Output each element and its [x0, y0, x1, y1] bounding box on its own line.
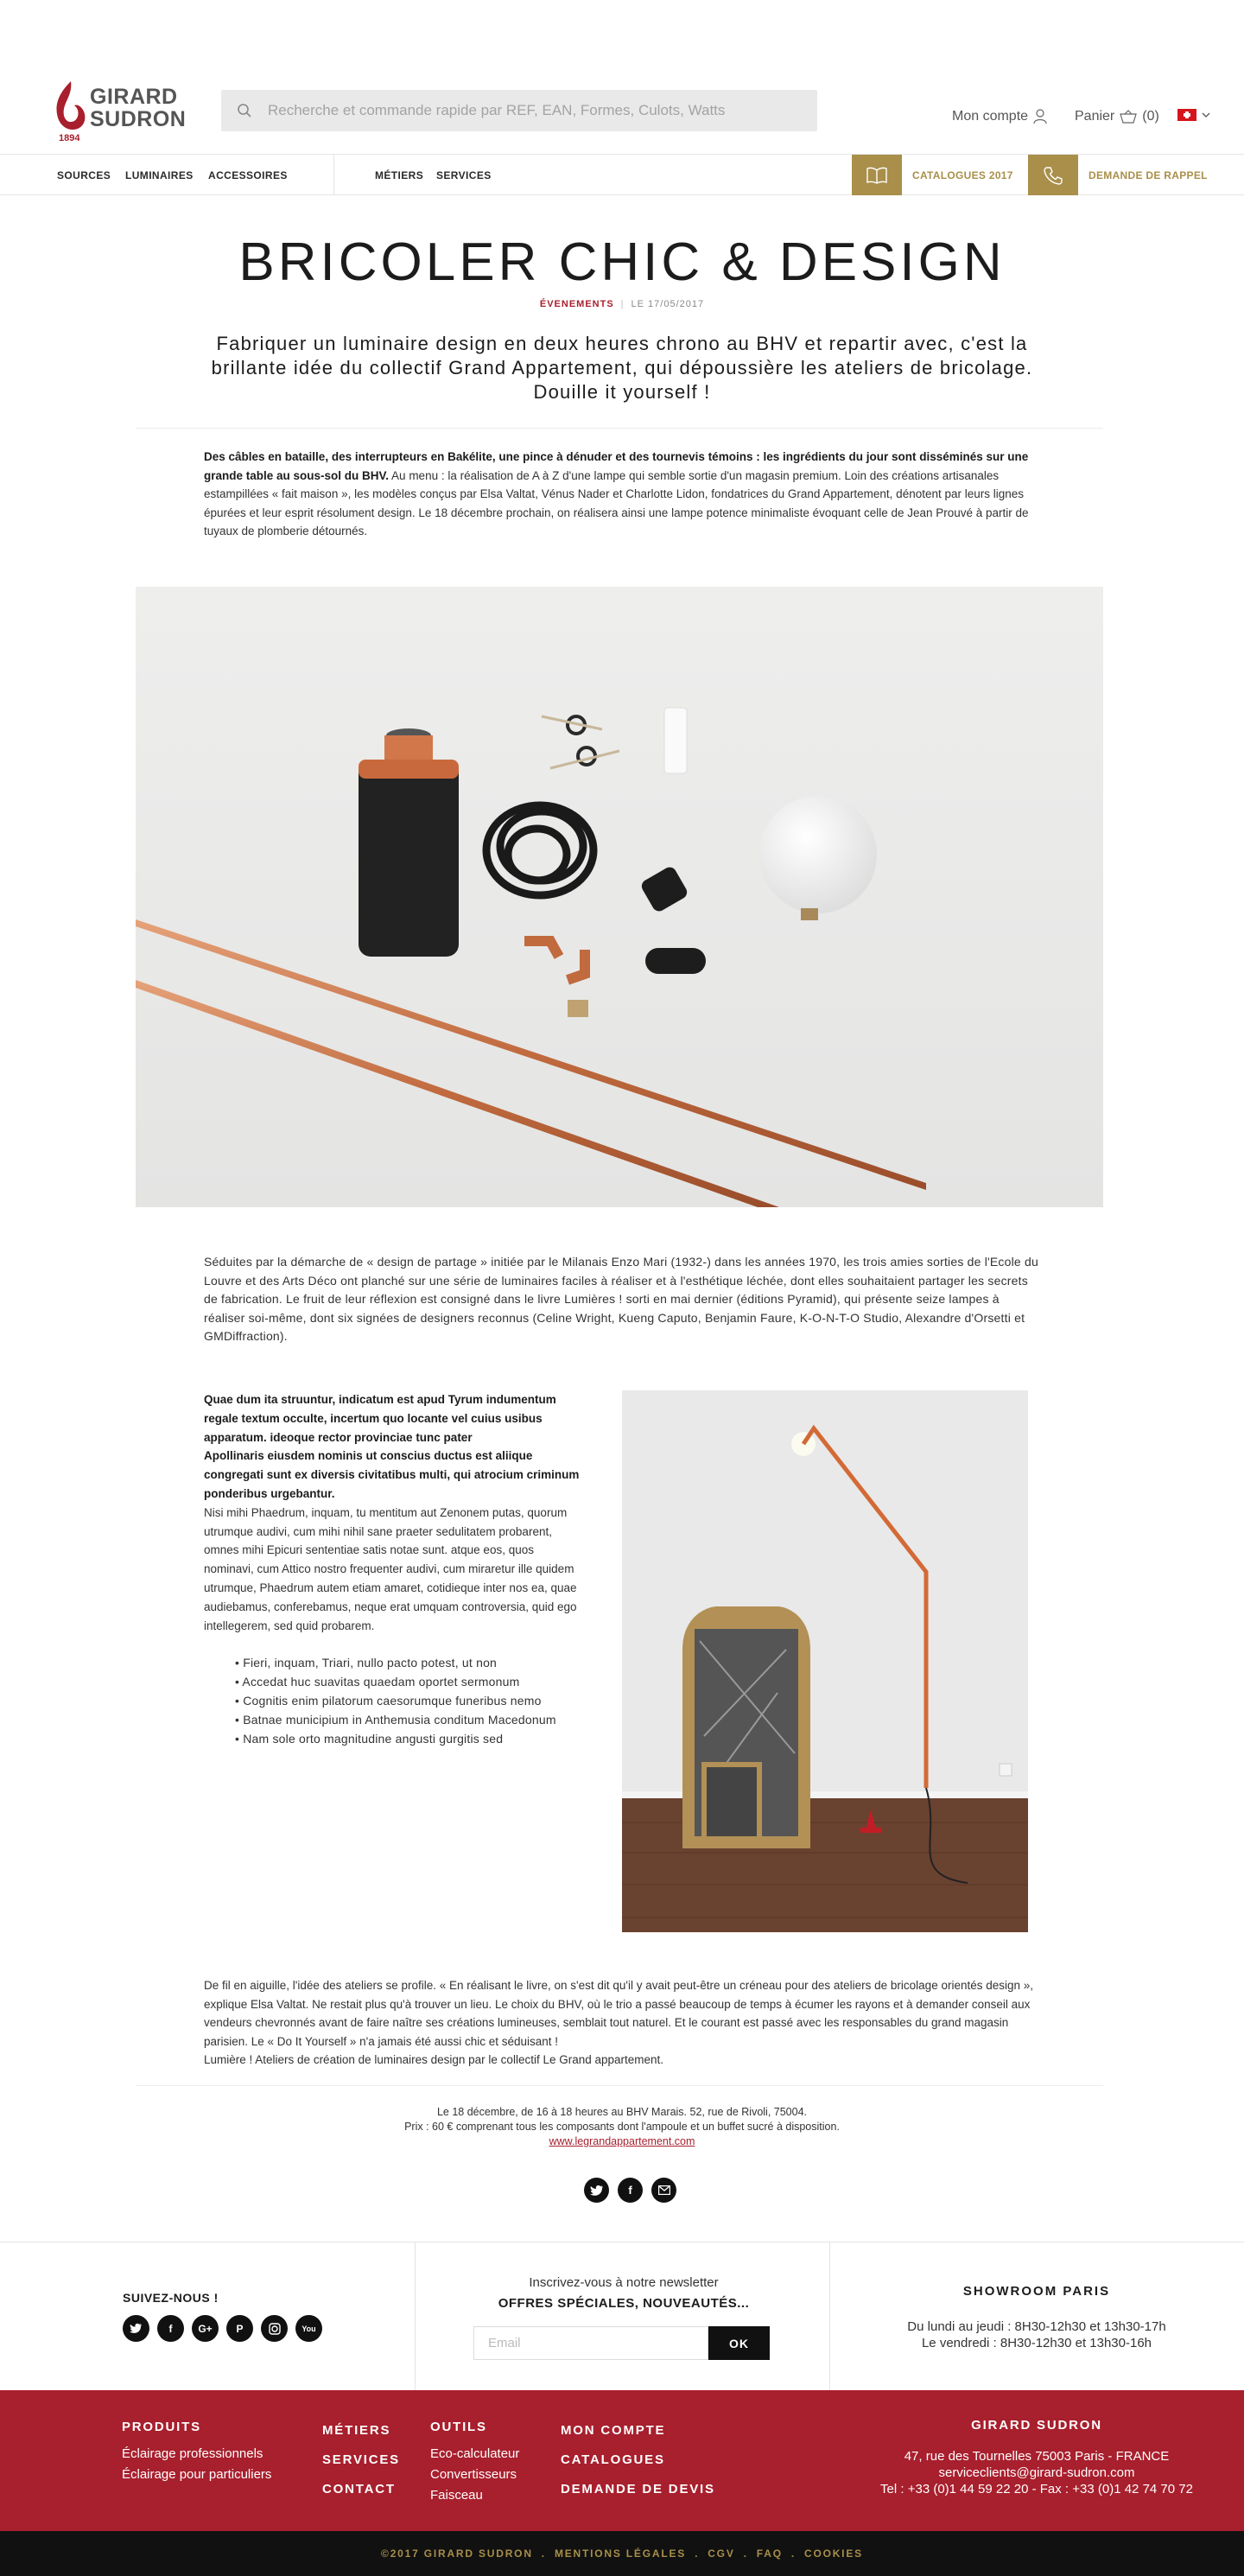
event-date: Le 18 décembre, de 16 à 18 heures au BHV Marais. 52, rue de Rivoli, 75004. [436, 2106, 808, 2118]
twitter-icon[interactable] [123, 2315, 149, 2342]
legal-link-cookies[interactable]: COOKIES [803, 2547, 863, 2560]
site-footer [0, 2390, 1244, 2531]
flame-logo-icon [54, 80, 88, 133]
newsletter-offers: OFFRES SPÉCIALES, NOUVEAUTÉS... [498, 2296, 750, 2311]
event-info [0, 2105, 1244, 2149]
catalog-label: CATALOGUES 2017 [912, 169, 1013, 181]
footer-link-services[interactable]: SERVICES [322, 2452, 400, 2467]
article-lead: Fabriquer un luminaire design en deux heures chrono au BHV et repartir avec, c'est la brillante idée du collectif Grand Appartement, qui dépoussière les ateliers de bricolage. Douille it yourself ! [211, 333, 1033, 403]
lamp-room-photo [622, 1390, 1028, 1932]
diy-kit-photo [136, 587, 1103, 1207]
cart-link[interactable] [1075, 109, 1159, 124]
showroom-hours: Du lundi au jeudi : 8H30-12h30 et 13h30-17h Le vendredi : 8H30-12h30 et 13h30-16h [907, 2319, 1166, 2350]
facebook-icon[interactable]: f [157, 2315, 184, 2342]
footer-phone: Tel : +33 (0)1 44 59 22 20 - Fax : +33 (0)1 42 74 70 72 [880, 2482, 1193, 2496]
google-plus-icon[interactable]: G+ [192, 2315, 219, 2342]
list-item: • Fieri, inquam, Triari, nullo pacto potest, ut non [235, 1654, 586, 1673]
footer-link-convert[interactable]: Convertisseurs [430, 2467, 517, 2482]
brand-year: 1894 [59, 133, 80, 143]
para3-credit: Lumière ! Ateliers de création de luminaires design par le collectif Le Grand appartement. [204, 2053, 664, 2066]
article-meta: ÉVENEMENTS | LE 17/05/2017 [539, 299, 705, 309]
chevron-down-icon [1202, 112, 1210, 118]
search-icon[interactable] [221, 103, 268, 118]
footer-link-faisceau[interactable]: Faisceau [430, 2488, 483, 2503]
country-selector[interactable] [1177, 109, 1210, 121]
brand-line2: SUDRON [90, 107, 187, 131]
col-bold-1: Quae dum ita struuntur, indicatum est apud Tyrum indumentum regale textum occulte, incertum quo locante vel cuius usibus apparatum. ideoque rector provinciae tunc pater [204, 1393, 556, 1444]
copyright: ©2017 GIRARD SUDRON [381, 2547, 533, 2560]
nav-item-metiers[interactable]: MÉTIERS [375, 169, 424, 181]
callback-button[interactable] [1028, 155, 1208, 195]
nav-item-accessoires[interactable]: ACCESSOIRES [208, 169, 288, 181]
nav-divider [333, 155, 334, 195]
footer-street: 47, rue des Tournelles 75003 Paris - FRANCE [904, 2449, 1170, 2464]
list-item: • Accedat huc suavitas quaedam oportet sermonum [235, 1673, 586, 1692]
footer-col-compte [561, 2416, 715, 2504]
search-bar [221, 90, 817, 131]
footer-link-compte[interactable]: MON COMPTE [561, 2423, 666, 2438]
twitter-icon[interactable] [584, 2178, 609, 2203]
legal-link-faq[interactable]: FAQ [756, 2547, 783, 2560]
article-category[interactable]: ÉVENEMENTS [539, 299, 614, 309]
brand-line1: GIRARD [90, 85, 178, 109]
cart-label: Panier [1075, 109, 1115, 124]
footer-link-pro[interactable]: Éclairage professionnels [122, 2446, 263, 2461]
divider [136, 428, 1103, 429]
event-price: Prix : 60 € comprenant tous les composants dont l'ampoule et un buffet sucré à disposition. [404, 2121, 840, 2133]
footer-link-contact[interactable]: CONTACT [322, 2482, 396, 2496]
footer-col-outils [430, 2420, 519, 2506]
swiss-flag-icon [1177, 109, 1196, 121]
legal-bar: ©2017 GIRARD SUDRON . MENTIONS LÉGALES . CGV . FAQ . COOKIES [0, 2531, 1244, 2576]
newsletter-band [0, 2242, 1244, 2390]
legal-link-mentions[interactable]: MENTIONS LÉGALES [554, 2547, 687, 2560]
footer-link-devis[interactable]: DEMANDE DE DEVIS [561, 2482, 715, 2496]
nav-item-sources[interactable]: SOURCES [57, 169, 111, 181]
footer-col-metiers [322, 2416, 400, 2504]
divider [136, 2085, 1103, 2086]
nav-item-luminaires[interactable]: LUMINAIRES [125, 169, 194, 181]
instagram-icon[interactable] [261, 2315, 288, 2342]
footer-address [829, 2418, 1244, 2497]
main-nav [0, 154, 1244, 195]
site-header [0, 0, 1244, 154]
col-text: Nisi mihi Phaedrum, inquam, tu mentitum aut Zenonem putas, quorum utrumque audivi, cum mihi nihil sane praeter sedulitatem probarent, omnes mihi Epicuri sententiae satis notae sunt. atque eos, quos nominavi, cum Attico nostro frequenter audivi, cum miraretur ille quidem utrumque, Phaedrum autem etiam amaret, cotidieque inter nos ea, quae audiebamus, conferebamus, neque erat umquam controversia, quid ego intellegerem, sed quid probarem. [204, 1505, 577, 1632]
pinterest-icon[interactable]: P [226, 2315, 253, 2342]
cart-count: (0) [1142, 109, 1159, 124]
book-icon [852, 155, 902, 195]
phone-icon [1028, 155, 1078, 195]
footer-link-particuliers[interactable]: Éclairage pour particuliers [122, 2467, 272, 2482]
article-date: LE 17/05/2017 [631, 299, 705, 309]
article-paragraph-3 [204, 1976, 1038, 2070]
list-item: • Cognitis enim pilatorum caesorumque funeribus nemo [235, 1692, 586, 1711]
facebook-icon[interactable]: f [618, 2178, 643, 2203]
account-label: Mon compte [952, 109, 1029, 124]
follow-title: SUIVEZ-NOUS ! [123, 2291, 219, 2305]
callback-label: DEMANDE DE RAPPEL [1088, 169, 1208, 181]
legal-link-cgv[interactable]: CGV [708, 2547, 735, 2560]
intro-text: Au menu : la réalisation de A à Z d'une lampe qui semble sortie d'un magasin premium. Loin des créations artisanales estampillées « fait maison », les modèles conçus par Elsa Valtat, Vénus Nader et Charlotte Lidon, fondatrices du Grand Appartement, dénotent par leurs lignes épurées et leur esprit résolument design. Le 18 décembre prochain, on réalisera ainsi une lampe potence minimaliste évoquant celle de Jean Prouvé à partir de tuyaux de plomberie détournés. [204, 468, 1029, 537]
newsletter-intro: Inscrivez-vous à notre newsletter [529, 2275, 719, 2290]
bullet-list [235, 1654, 586, 1748]
newsletter-submit-button[interactable]: OK [708, 2326, 770, 2360]
footer-link-metiers[interactable]: MÉTIERS [322, 2423, 391, 2438]
account-link[interactable] [952, 109, 1047, 124]
youtube-icon[interactable]: You [295, 2315, 322, 2342]
footer-company: GIRARD SUDRON [971, 2418, 1102, 2433]
share-buttons [584, 2178, 676, 2203]
list-item: • Batnae municipium in Anthemusia conditum Macedonum [235, 1711, 586, 1730]
footer-link-outils[interactable]: OUTILS [430, 2420, 487, 2434]
article-intro [204, 448, 1038, 541]
para3-text: De fil en aiguille, l'idée des ateliers se profile. « En réalisant le livre, on s'est dit qu'il y avait peut-être un créneau pour des ateliers de bricolage orientés design », explique Elsa Valtat. Ne restait plus qu'à trouver un lieu. Le choix du BHV, où le trio a passé beaucoup de temps à écumer les rayons et à demander conseil aux vendeurs chevronnés avant de faire naître ses créations lumineuses, semblait tout naturel. Et le courant est passé avec les responsables du grand magasin parisien. Le « Do It Yourself » n'a jamais été aussi chic et séduisant ! [204, 1979, 1034, 2048]
article-title: BRICOLER CHIC & DESIGN [238, 232, 1006, 292]
article-paragraph-2: Séduites par la démarche de « design de partage » initiée par le Milanais Enzo Mari (1932-) dans les années 1970, les trois amies sorties de l'Ecole du Louvre et des Arts Déco ont planché sur une série de luminaires faciles à réaliser et à l'esthétique léchée, dont elles souhaitaient partager les secrets de fabrication. Le fruit de leur réflexion est consigné dans le livre Lumières ! sorti en mai dernier (éditions Pyramid), qui présente seize lampes à réaliser soi-même, dont six signées de designers reconnus (Celine Wright, Kueng Caputo, Benjamin Faure, K-O-N-T-O Studio, Alexandre d'Orsetti et GMDiffraction). [204, 1255, 1038, 1343]
list-item: • Nam sole orto magnitudine angusti gurgitis sed [235, 1730, 586, 1749]
event-link[interactable]: www.legrandappartement.com [549, 2135, 695, 2147]
intro-bold: Des câbles en bataille, des interrupteurs en Bakélite, une pince à dénuder et des tournevis témoins : les ingrédients du jour sont disséminés sur une grande table au sous-sol du BHV. [204, 450, 1029, 482]
footer-link-catalogues[interactable]: CATALOGUES [561, 2452, 665, 2467]
article-column-text [204, 1390, 586, 1748]
search-input[interactable] [268, 102, 786, 119]
catalog-button[interactable] [852, 155, 1013, 195]
showroom-title: SHOWROOM PARIS [962, 2284, 1111, 2299]
basket-icon [1120, 110, 1137, 124]
nav-item-services[interactable]: SERVICES [436, 169, 492, 181]
newsletter-email-input[interactable] [473, 2326, 708, 2360]
footer-email[interactable]: serviceclients@girard-sudron.com [938, 2465, 1135, 2480]
footer-link-produits[interactable]: PRODUITS [122, 2420, 201, 2434]
footer-link-eco[interactable]: Eco-calculateur [430, 2446, 520, 2461]
footer-col-produits [122, 2420, 271, 2485]
social-links [123, 2315, 322, 2342]
user-icon [1033, 109, 1047, 124]
col-bold-2: Apollinaris eiusdem nominis ut conscius ductus est aliique congregati sunt ex diversis civitatibus multi, qui atrocium criminum ponderibus urgebantur. [204, 1449, 580, 1500]
brand-logo[interactable] [54, 80, 200, 145]
email-icon[interactable] [651, 2178, 676, 2203]
